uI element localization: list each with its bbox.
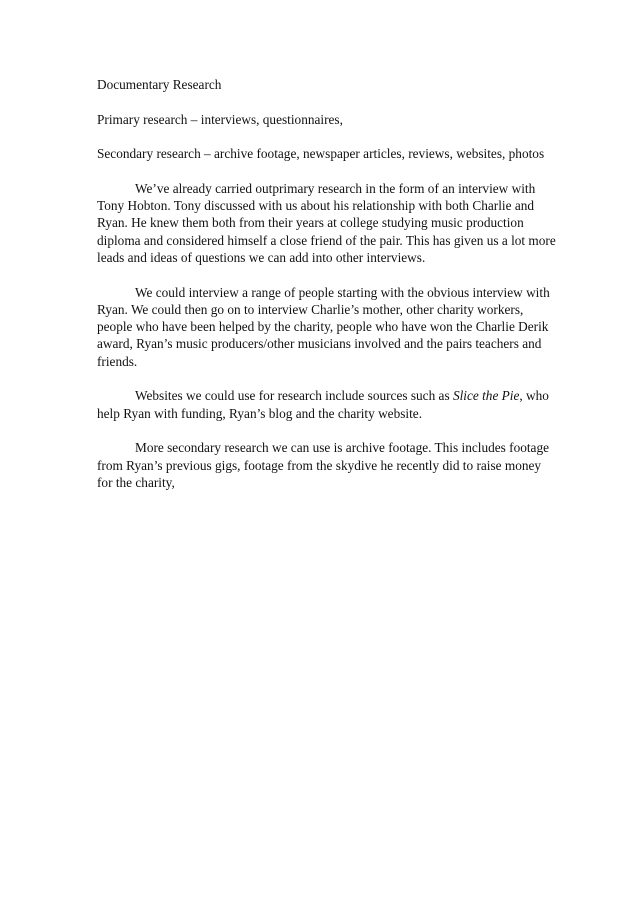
secondary-research-line: Secondary research – archive footage, newspaper articles, reviews, websites, photos xyxy=(97,146,545,162)
paragraph-websites-text-start: Websites we could use for research include sources such as xyxy=(135,388,453,404)
slice-the-pie-title: Slice the Pie xyxy=(452,388,520,404)
paragraph-archive-footage: More secondary research we can use is archive footage. This includes footage from Ryan’s previous gigs, footage from the skydive he recently did to raise money for the charity, xyxy=(97,440,550,490)
paragraph-websites-text-end: , who help Ryan with funding, Ryan’s blog and the charity website. xyxy=(97,388,549,421)
document-title: Documentary Research xyxy=(97,77,222,92)
paragraph-websites xyxy=(97,387,557,422)
paragraph-interview-tony: We’ve already carried outprimary research in the form of an interview with Tony Hobton. Tony discussed with us about his relationship with both Charlie and Ryan. He knew them both from their years at college studying music production diploma and considered himself a close friend of the pair. This has given us a lot more leads and ideas of questions we can add into other interviews. xyxy=(97,180,556,265)
document-body xyxy=(97,76,557,508)
paragraph-interview-plans: We could interview a range of people starting with the obvious interview with Ryan. We could then go on to interview Charlie’s mother, other charity workers, people who have been helped by the charity, people who have won the Charlie Derik award, Ryan’s music producers/other musicians involved and the pairs teachers and friends. xyxy=(97,284,550,369)
primary-research-line: Primary research – interviews, questionnaires, xyxy=(97,111,343,127)
